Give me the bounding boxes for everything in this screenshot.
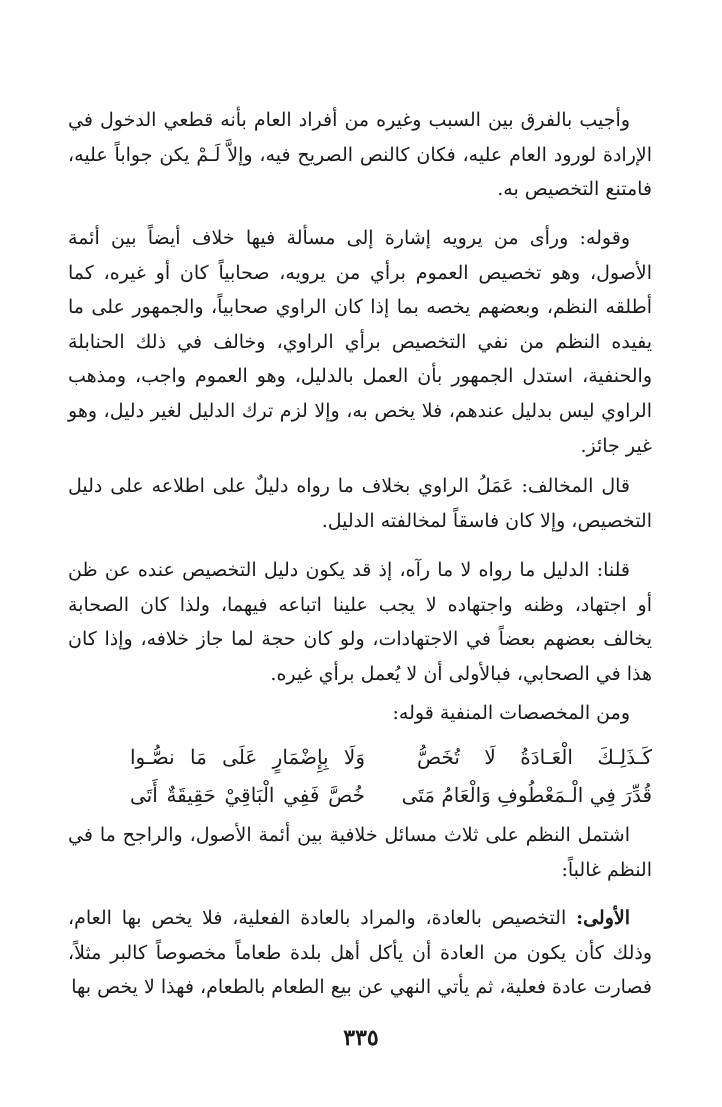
verse-hemistich-second: وَلَا بِإِضْمَارٍ عَلَى مَا نصُّـوا xyxy=(130,745,365,769)
paragraph-response xyxy=(68,553,652,691)
verse-line xyxy=(130,776,652,814)
paragraph-opponent-view xyxy=(68,469,652,538)
paragraph-text: قال المخالف: عَمَلُ الراوي بخلاف ما رواه دليلٌ على اطلاعه على دليل التخصيص، وإلا كان فاسقاً لمخالفته الدليل. xyxy=(68,475,652,532)
paragraph-text: التخصيص بالعادة، والمراد بالعادة الفعلية، فلا يخص بها العام، وذلك كأن يكون من العادة أن يأكل أهل بلدة طعاماً مخصوصاً كالبر مثلاً، فصارت عادة فعلية، ثم يأتي النهي عن بيع الطعام بالطعام، فهذا لا يخص بها xyxy=(68,907,652,999)
verse-hemistich-first: كَـذَلِـكَ الْعَـادَةُ لَا تُخَصُّ xyxy=(417,745,652,769)
paragraph-narrator-opinion xyxy=(68,221,652,463)
paragraph-text: اشتمل النظم على ثلاث مسائل خلافية بين أئمة الأصول، والراجح ما في النظم غالباً: xyxy=(68,824,652,881)
paragraph-text: وأجيب بالفرق بين السبب وغيره من أفراد العام بأنه قطعي الدخول في الإرادة لورود العام عليه، فكان كالنص الصريح فيه، وإلاَّ لَـمْ يكن جواباً عليه، فامتنع التخصيص به. xyxy=(68,109,652,201)
paragraph-first-issue xyxy=(68,901,652,1005)
section-heading: الأولى: xyxy=(576,907,630,929)
paragraph-text: وقوله: ورأى من يرويه إشارة إلى مسألة فيها خلاف أيضاً بين أئمة الأصول، وهو تخصيص العموم برأي من يرويه، صحابياً كان أو غيره، كما أطلقه النظم، وبعضهم يخصه بما إذا كان الراوي صحابياً، والجمهور على ما يفيده النظم من نفي التخصيص برأي الراوي، وخالف في ذلك الحنابلة والحنفية، استدل الجمهور بأن العمل بالدليل، وهو العموم واجب، ومذهب الراوي ليس بدليل عندهم، فلا يخص به، وإلا لزم ترك الدليل لغير دليل، وهو غير جائز. xyxy=(68,227,652,457)
paragraph-three-issues xyxy=(68,818,652,887)
paragraph-answer-cause xyxy=(68,103,652,207)
paragraph-text: قلنا: الدليل ما رواه لا ما رآه، إذ قد يكون دليل التخصيص عنده عن ظن أو اجتهاد، وظنه واجتهاده لا يجب علينا اتباعه فيهما، ولذا كان الصحابة يخالف بعضهم بعضاً في الاجتهادات، ولو كان حجة لما جاز خلافه، وإذا كان هذا في الصحابي، فبالأولى أن لا يُعمل برأي غيره. xyxy=(68,559,652,685)
verse-hemistich-first: قُدِّرَ فِي الْـمَعْطُوفِ وَالْعَامُ مَتَى xyxy=(401,783,652,807)
verse-hemistich-second: خُصَّ فَفِي الْبَاقِيْ حَقِيقَةٌ أَتَى xyxy=(130,783,365,807)
paragraph-text: ومن المخصصات المنفية قوله: xyxy=(392,702,630,724)
paragraph-verse-intro xyxy=(68,696,652,731)
poem-verse xyxy=(130,738,652,814)
page-number: ٣٣٥ xyxy=(343,1025,379,1051)
verse-line xyxy=(130,738,652,776)
